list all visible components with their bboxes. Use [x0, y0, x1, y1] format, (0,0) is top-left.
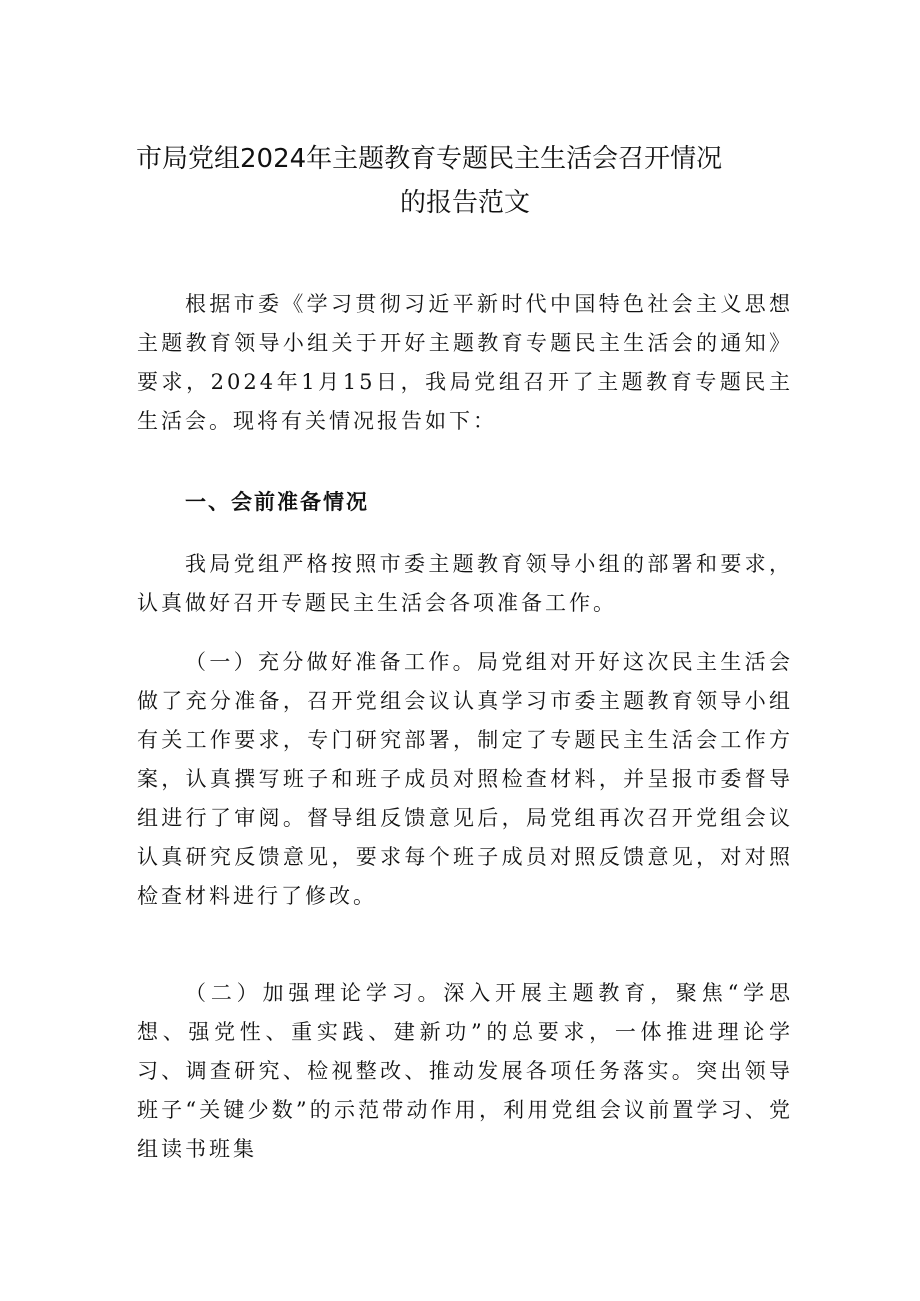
subsection-2-paragraph: （二）加强理论学习。深入开展主题教育，聚焦“学思想、强党性、重实践、建新功”的总要求，一体推进理论学习、调查研究、检视整改、推动发展各项任务落实。突出领导班子“关键少数”的示范带动作用，利用党组会议前置学习、党组读书班集 [137, 981, 793, 1161]
subsection-1-paragraph: （一）充分做好准备工作。局党组对开好这次民主生活会做了充分准备，召开党组会议认真学习市委主题教育领导小组有关工作要求，专门研究部署，制定了专题民主生活会工作方案，认真撰写班子和班子成员对照检查材料，并呈报市委督导组进行了审阅。督导组反馈意见后，局党组再次召开党组会议认真研究反馈意见，要求每个班子成员对照反馈意见，对对照检查材料进行了修改。 [137, 650, 793, 908]
intro-paragraph: 根据市委《学习贯彻习近平新时代中国特色社会主义思想主题教育领导小组关于开好主题教育专题民主生活会的通知》要求，2024年1月15日，我局党组召开了主题教育专题民主生活会。现将有关情况报告如下： [137, 292, 793, 433]
document-title-line2: 的报告范文 [400, 188, 531, 218]
section-heading-preparation: 一、会前准备情况 [185, 490, 369, 514]
section-intro-paragraph: 我局党组严格按照市委主题教育领导小组的部署和要求，认真做好召开专题民主生活会各项准备工作。 [137, 552, 793, 615]
document-title-line1: 市局党组2024年主题教育专题民主生活会召开情况 [136, 144, 723, 174]
